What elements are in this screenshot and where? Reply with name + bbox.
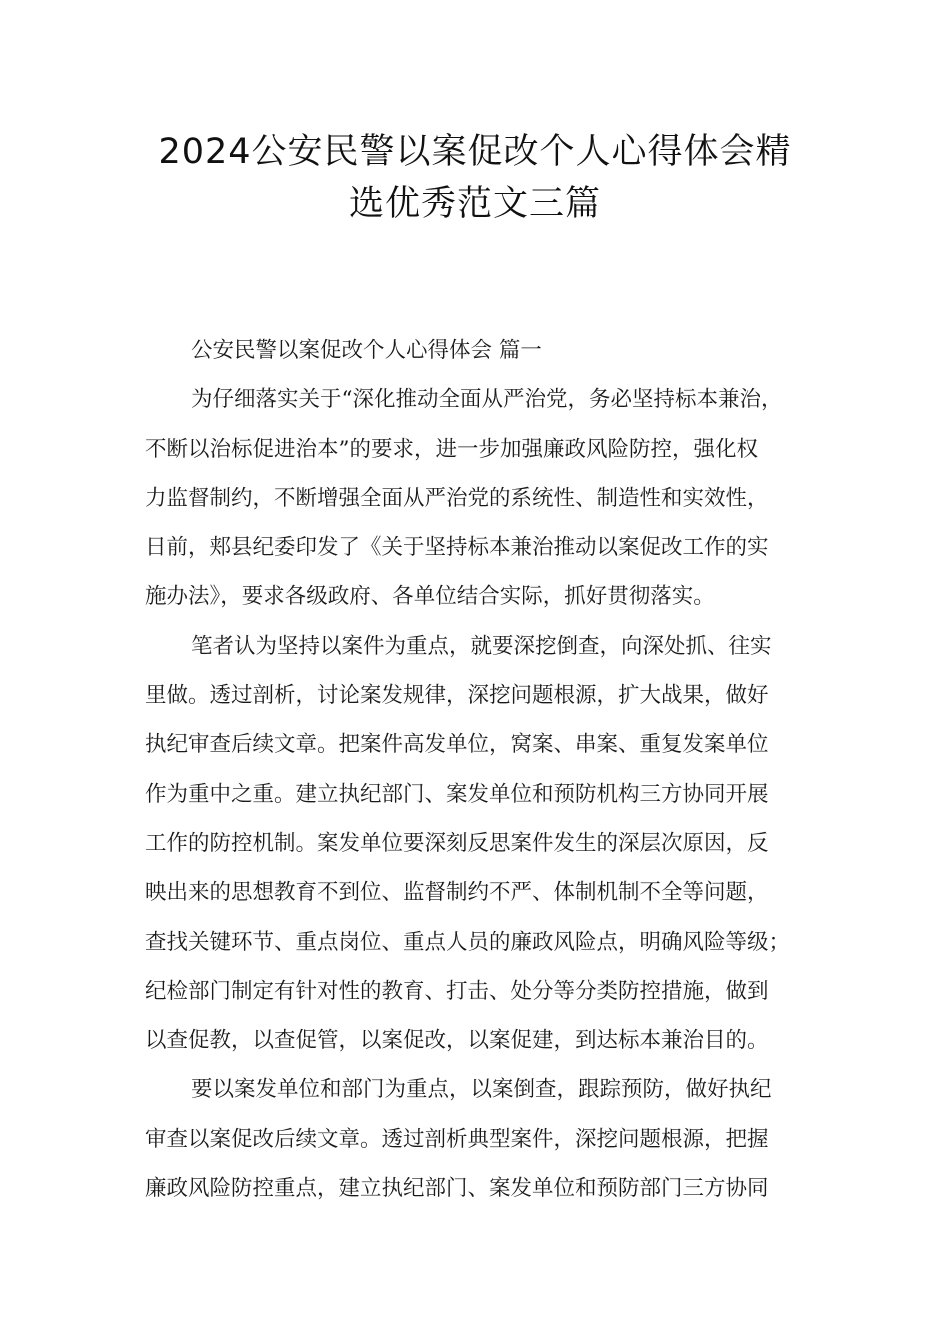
text-line: 以查促教，以查促管，以案促改，以案促建，到达标本兼治目的。 bbox=[145, 1028, 769, 1054]
text-line: 公安民警以案促改个人心得体会 篇一 bbox=[191, 338, 542, 363]
text-line: 作为重中之重。建立执纪部门、案发单位和预防机构三方协同开展 bbox=[145, 781, 769, 807]
text-line: 查找关键环节、重点岗位、重点人员的廉政风险点，明确风险等级； bbox=[145, 929, 791, 955]
text-line: 里做。透过剖析，讨论案发规律，深挖问题根源，扩大战果，做好 bbox=[145, 683, 769, 709]
document-body bbox=[145, 326, 825, 1213]
document-title bbox=[100, 126, 850, 230]
text-line: 要以案发单位和部门为重点，以案倒查，跟踪预防，做好执纪 bbox=[191, 1077, 772, 1103]
text-line: 力监督制约，不断增强全面从严治党的系统性、制造性和实效性， bbox=[145, 485, 769, 511]
text-line: 不断以治标促进治本”的要求，进一步加强廉政风险防控，强化权 bbox=[145, 436, 758, 462]
text-line: 纪检部门制定有针对性的教育、打击、处分等分类防控措施，做到 bbox=[145, 978, 769, 1004]
text-line: 工作的防控机制。案发单位要深刻反思案件发生的深层次原因，反 bbox=[145, 830, 769, 856]
text-line: 为仔细落实关于“深化推动全面从严治党，务必坚持标本兼治， bbox=[191, 387, 783, 413]
text-line: 执纪审查后续文章。把案件高发单位，窝案、串案、重复发案单位 bbox=[145, 732, 769, 758]
text-line: 笔者认为坚持以案件为重点，就要深挖倒查，向深处抓、往实 bbox=[191, 633, 772, 659]
text-line: 施办法》，要求各级政府、各单位结合实际，抓好贯彻落实。 bbox=[145, 584, 715, 610]
title-line-1: 2024公安民警以案促改个人心得体会精 bbox=[158, 132, 792, 172]
text-line: 廉政风险防控重点，建立执纪部门、案发单位和预防部门三方协同 bbox=[145, 1176, 769, 1202]
text-line: 映出来的思想教育不到位、监督制约不严、体制机制不全等问题， bbox=[145, 880, 769, 906]
text-line: 审查以案促改后续文章。透过剖析典型案件，深挖问题根源，把握 bbox=[145, 1126, 769, 1152]
text-line: 日前，郏县纪委印发了《关于坚持标本兼治推动以案促改工作的实 bbox=[145, 535, 769, 561]
title-line-2: 选优秀范文三篇 bbox=[348, 184, 601, 224]
